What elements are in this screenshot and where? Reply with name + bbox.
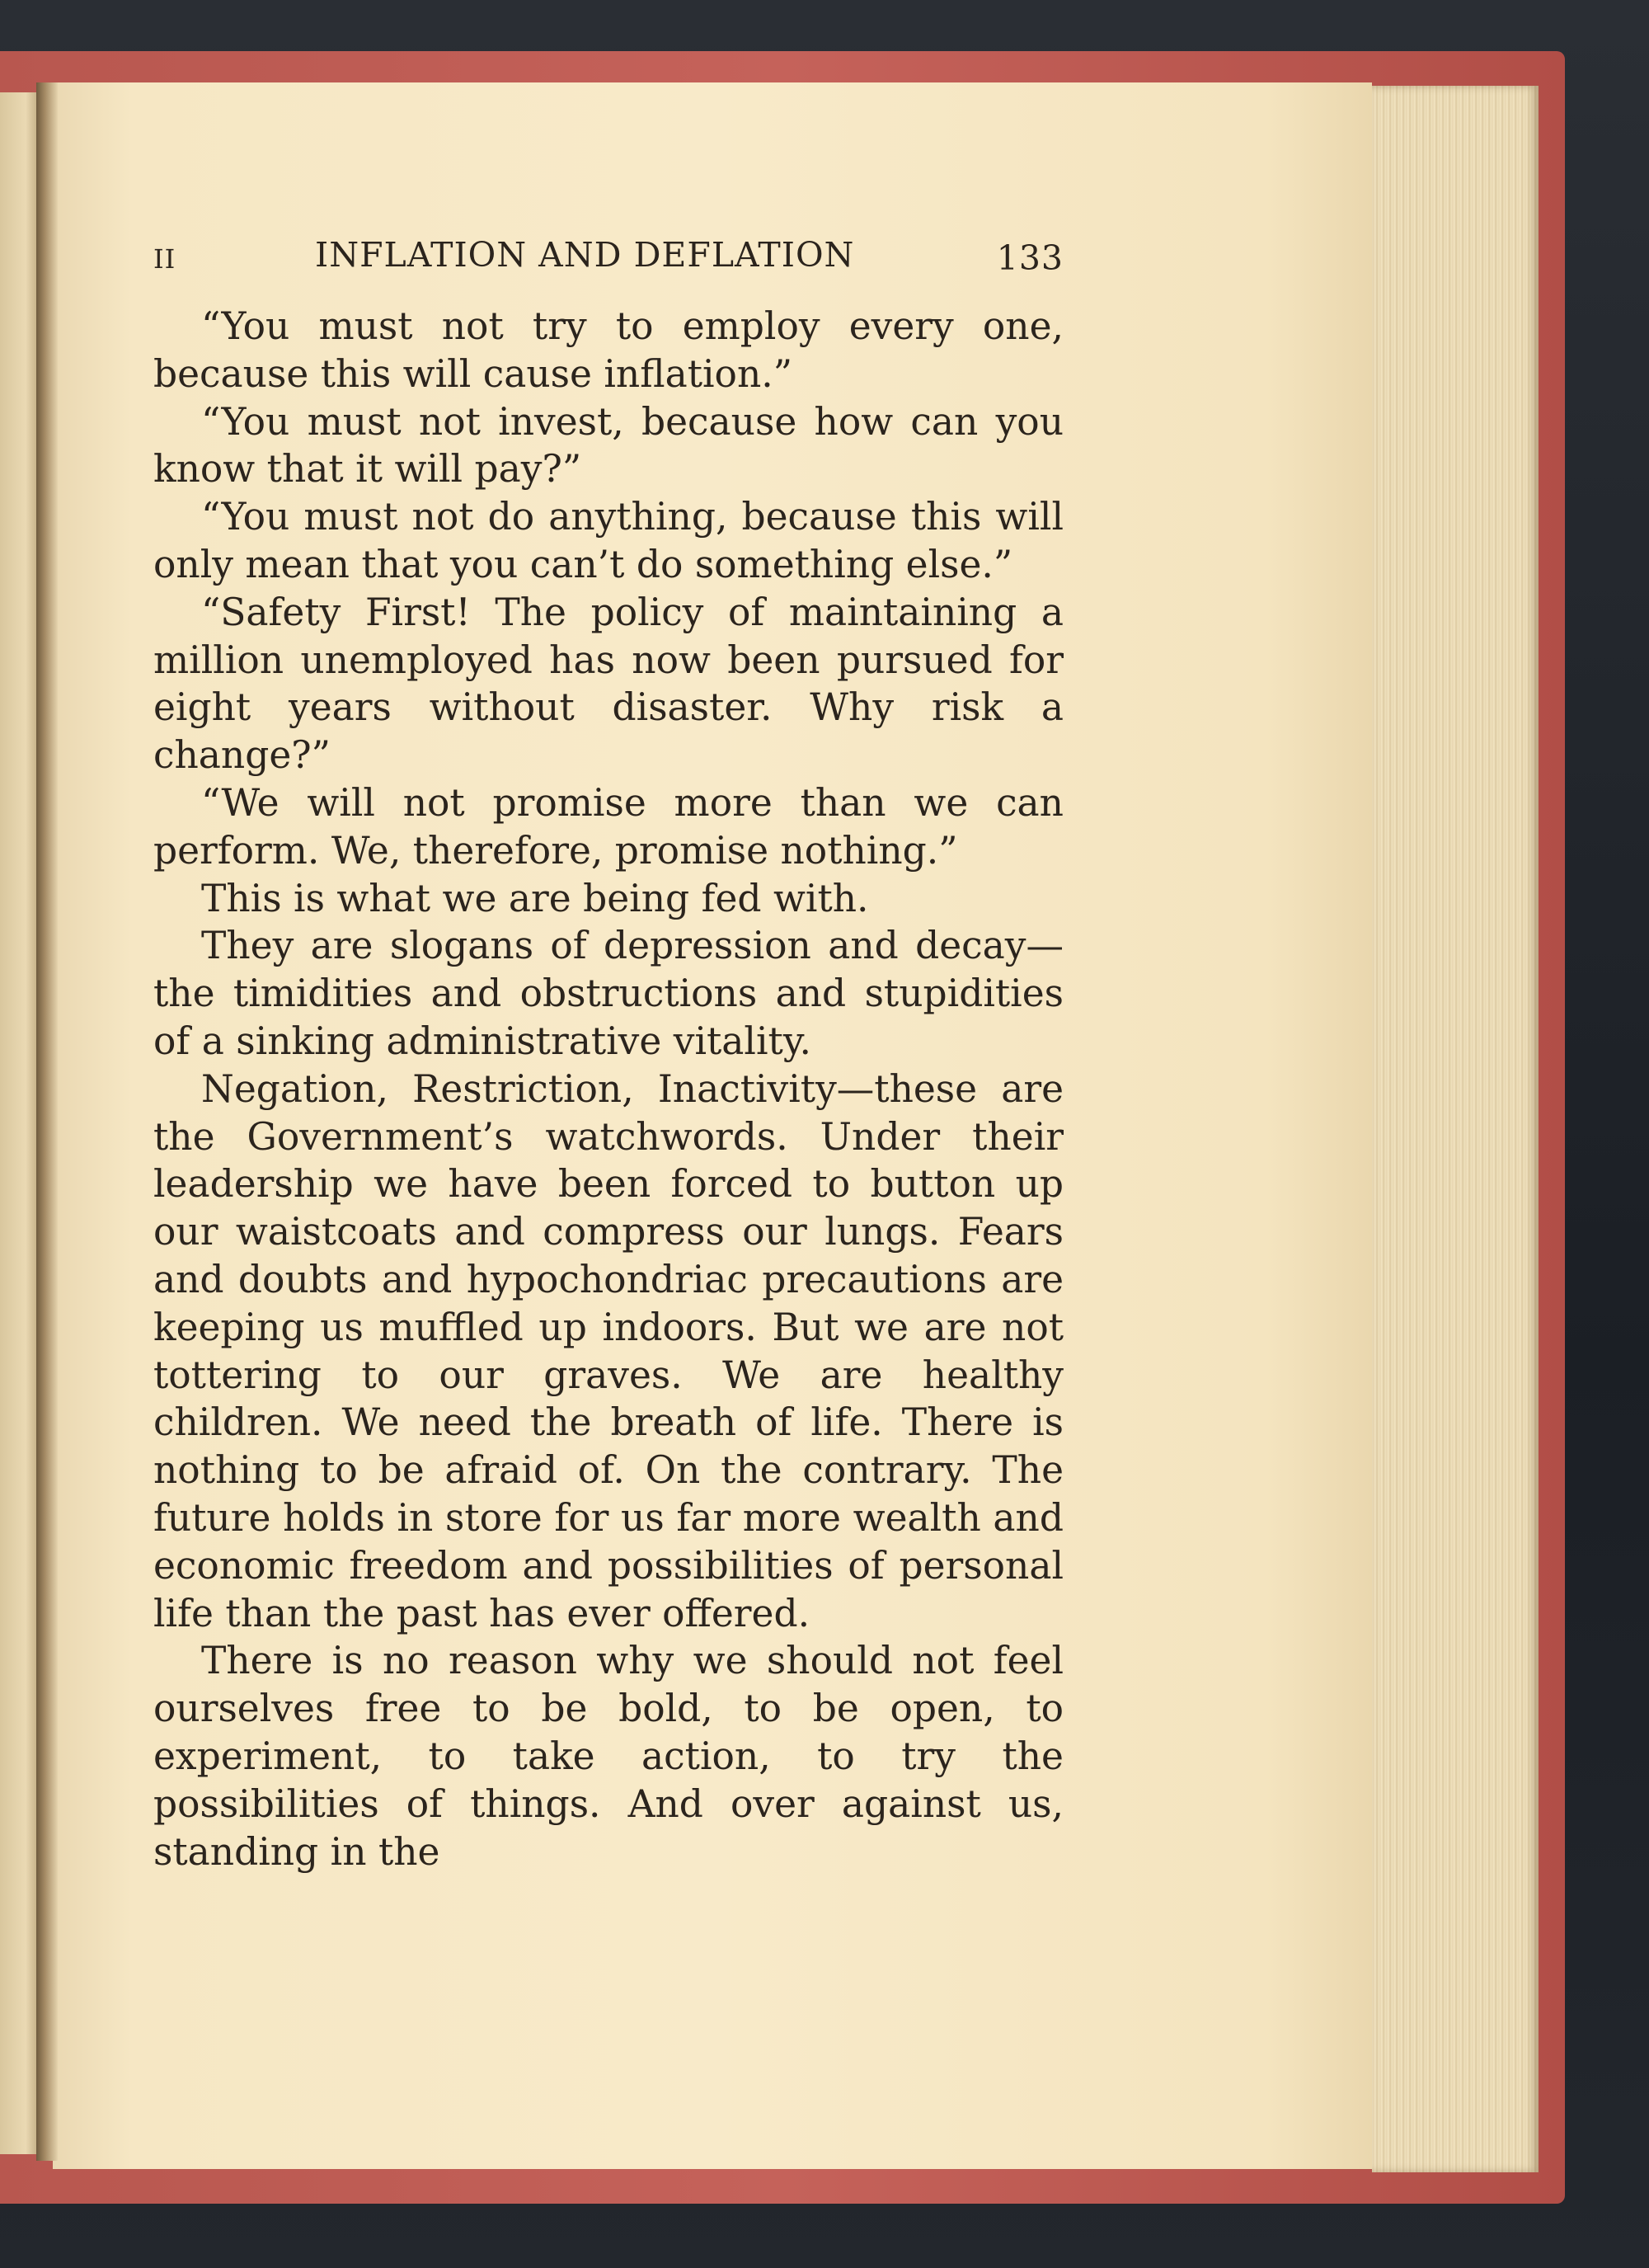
page-gutter bbox=[36, 82, 58, 2161]
chapter-number: II bbox=[153, 243, 176, 275]
body-text bbox=[153, 303, 1064, 1875]
paragraph: This is what we are being fed with. bbox=[201, 876, 869, 920]
paragraph: Negation, Restriction, Inactivity—these are the Government’s watchwords. Under their leadership we have been forced to button up our waistcoats and compress our lungs. Fears and doubts and hypochondriac precautions are keeping us muffled up indoors. But we are not tottering to our graves. We are healthy children. We need the breath of life. There is nothing to be afraid of. On the contrary. The future holds in store for us far more wealth and economic freedom and possibilities of personal life than the past has ever offered. bbox=[153, 1066, 1064, 1635]
running-title: INFLATION AND DEFLATION bbox=[315, 235, 855, 275]
paragraph: “You must not try to employ every one, because this will cause inflation.” bbox=[153, 304, 1064, 396]
paragraph: “We will not promise more than we can perform. We, therefore, promise nothing.” bbox=[153, 780, 1064, 873]
running-head bbox=[153, 235, 1064, 293]
paragraph: They are slogans of depression and decay—the timidities and obstructions and stupidities of a sinking administrative vitality. bbox=[153, 924, 1064, 1063]
paragraph: “You must not do anything, because this will only mean that you can’t do something else.” bbox=[153, 495, 1064, 586]
page-text bbox=[153, 235, 1064, 1875]
paragraph: “Safety First! The policy of maintaining a million unemployed has now been pursued for eight years without disaster. Why risk a change?” bbox=[153, 590, 1064, 778]
page-block-edges bbox=[1372, 86, 1539, 2172]
page-number: 133 bbox=[996, 238, 1064, 278]
paragraph: There is no reason why we should not feel ourselves free to be bold, to be open, to experiment, to take action, to try the possibilities of things. And over against us, standing in the bbox=[153, 1639, 1064, 1874]
paragraph: “You must not invest, because how can you know that it will pay?” bbox=[153, 399, 1064, 492]
